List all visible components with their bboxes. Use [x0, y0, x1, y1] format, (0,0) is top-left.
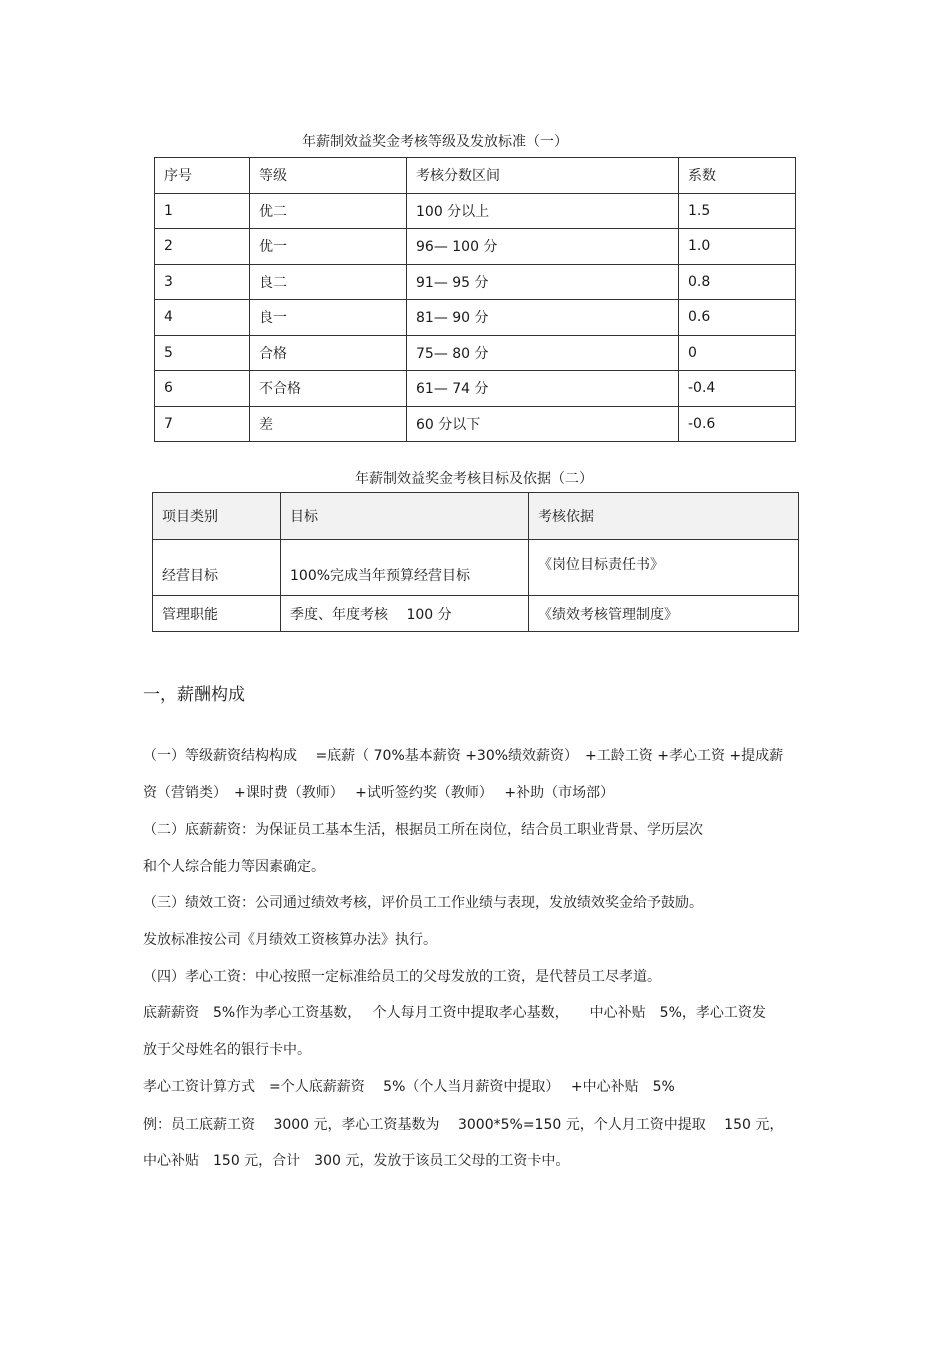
table-row	[155, 300, 796, 336]
table-cell: 0	[679, 335, 796, 371]
table-cell: 4	[155, 300, 250, 336]
goal-basis-table	[152, 492, 799, 632]
table-header-row	[153, 493, 799, 540]
paragraph-line: 放于父母姓名的银行卡中。	[143, 1042, 311, 1058]
header-cell: 考核依据	[529, 493, 799, 540]
paragraph-line: （四）孝心工资：中心按照一定标准给员工的父母发放的工资，是代替员工尽孝道。	[143, 969, 661, 985]
table-cell: 良二	[250, 264, 407, 300]
paragraph-line: 底薪薪资 5%作为孝心工资基数， 个人每月工资中提取孝心基数， 中心补贴 5%，孝心工资发	[143, 1005, 766, 1021]
table-header-row	[155, 158, 796, 194]
table-row	[155, 335, 796, 371]
paragraph-line: 资（营销类） +课时费（教师） +试听签约奖（教师） +补助（市场部）	[143, 785, 615, 801]
paragraph-line: （三）绩效工资：公司通过绩效考核，评价员工工作业绩与表现，发放绩效奖金给予鼓励。	[143, 895, 703, 911]
table-cell: -0.6	[679, 406, 796, 442]
table-cell: 差	[250, 406, 407, 442]
table-cell: 100%完成当年预算经营目标	[281, 540, 529, 596]
table-cell: 60 分以下	[407, 406, 679, 442]
table-cell: 合格	[250, 335, 407, 371]
table-row	[155, 406, 796, 442]
table-cell: 管理职能	[153, 596, 281, 632]
table-cell: 6	[155, 371, 250, 407]
table-row	[153, 540, 799, 596]
table-cell: 0.6	[679, 300, 796, 336]
section-heading: 一，薪酬构成	[143, 685, 245, 705]
table-cell: 1.5	[679, 193, 796, 229]
table-cell: 75— 80 分	[407, 335, 679, 371]
table-cell: 《岗位目标责任书》	[529, 540, 799, 596]
header-cell: 考核分数区间	[407, 158, 679, 194]
table-cell: 季度、年度考核 100 分	[281, 596, 529, 632]
paragraph-line: （二）底薪薪资：为保证员工基本生活，根据员工所在岗位，结合员工职业背景、学历层次	[143, 822, 703, 838]
header-cell: 等级	[250, 158, 407, 194]
table2-caption: 年薪制效益奖金考核目标及依据（二）	[355, 471, 593, 487]
table-cell: 良一	[250, 300, 407, 336]
table-cell: 61— 74 分	[407, 371, 679, 407]
paragraph-line: 孝心工资计算方式 =个人底薪薪资 5%（个人当月薪资中提取） +中心补贴 5%	[143, 1079, 675, 1095]
header-cell: 序号	[155, 158, 250, 194]
paragraph-line: （一）等级薪资结构构成 =底薪（ 70%基本薪资 +30%绩效薪资） +工龄工资 +孝心工资 +提成薪	[143, 748, 784, 764]
table-cell: 1.0	[679, 229, 796, 265]
table-cell: 1	[155, 193, 250, 229]
table-row	[155, 229, 796, 265]
table-cell: 100 分以上	[407, 193, 679, 229]
table-cell: 3	[155, 264, 250, 300]
table-cell: 优二	[250, 193, 407, 229]
table-cell: 91— 95 分	[407, 264, 679, 300]
table-row	[153, 596, 799, 632]
table-cell: 96— 100 分	[407, 229, 679, 265]
table-cell: 2	[155, 229, 250, 265]
header-cell: 项目类别	[153, 493, 281, 540]
table-cell: -0.4	[679, 371, 796, 407]
table-cell: 81— 90 分	[407, 300, 679, 336]
table-cell: 经营目标	[153, 540, 281, 596]
table-cell: 5	[155, 335, 250, 371]
paragraph-line: 和个人综合能力等因素确定。	[143, 859, 325, 875]
paragraph-line: 例：员工底薪工资 3000 元，孝心工资基数为 3000*5%=150 元，个人月工资中提取 150 元，	[143, 1117, 784, 1133]
table-cell: 优一	[250, 229, 407, 265]
table1-caption: 年薪制效益奖金考核等级及发放标准（一）	[302, 134, 568, 150]
table-row	[155, 371, 796, 407]
table-cell: 7	[155, 406, 250, 442]
table-cell: 不合格	[250, 371, 407, 407]
header-cell: 系数	[679, 158, 796, 194]
grade-standard-table	[154, 157, 796, 442]
table-cell: 《绩效考核管理制度》	[529, 596, 799, 632]
paragraph-line: 中心补贴 150 元，合计 300 元，发放于该员工父母的工资卡中。	[143, 1153, 570, 1169]
table-row	[155, 193, 796, 229]
paragraph-line: 发放标准按公司《月绩效工资核算办法》执行。	[143, 932, 437, 948]
header-cell: 目标	[281, 493, 529, 540]
table-row	[155, 264, 796, 300]
table-cell: 0.8	[679, 264, 796, 300]
